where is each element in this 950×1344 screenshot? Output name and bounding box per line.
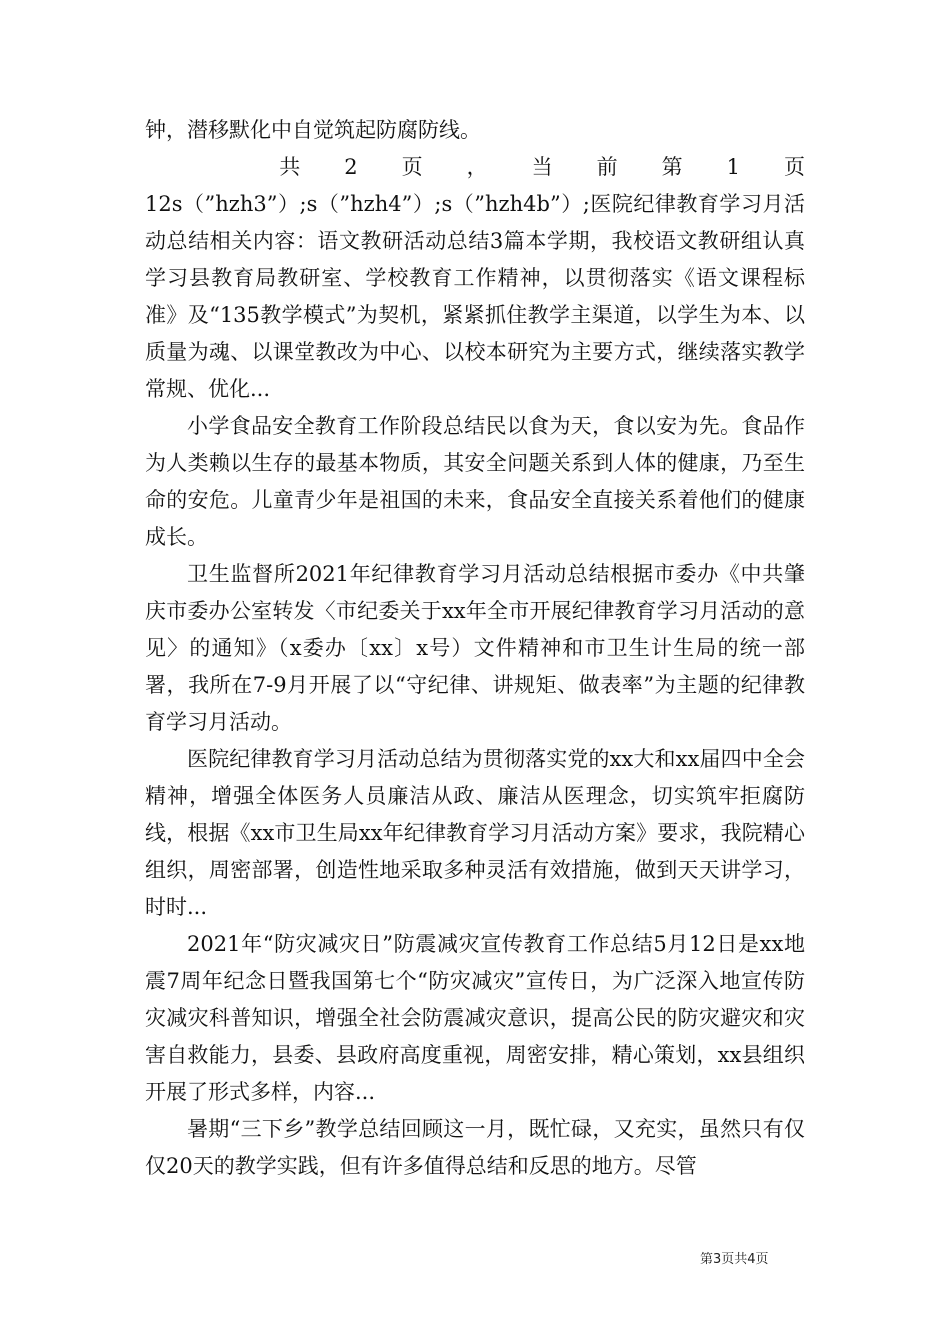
page-info-line bbox=[145, 149, 805, 186]
page-info-current-b: 前 bbox=[596, 155, 618, 179]
paragraph-summer-teaching: 暑期“三下乡”教学总结回顾这一月，既忙碌，又充实，虽然只有仅仅20天的教学实践，但有许多值得总结和反思的地方。尽管 bbox=[145, 1117, 805, 1178]
page-info-current-unit: 页 bbox=[784, 155, 805, 179]
page-info-current-num: 1 bbox=[726, 155, 740, 179]
page-info-page-unit: 页 bbox=[401, 155, 423, 179]
paragraph-disaster-prevention: 2021年“防灾减灾日”防震减灾宣传教育工作总结5月12日是xx地震7周年纪念日暨我国第七个“防灾减灾”宣传日，为广泛深入地宣传防灾减灾科普知识，增强全社会防震减灾意识，提高公民的防灾避灾和灾害自救能力，县委、县政府高度重视，周密安排，精心策划，xx县组织开展了形式多样，内容... bbox=[145, 932, 805, 1104]
page-info-current-c: 第 bbox=[661, 155, 683, 179]
paragraph-health-supervision: 卫生监督所2021年纪律教育学习月活动总结根据市委办《中共肇庆市委办公室转发〈市纪委关于xx年全市开展纪律教育学习月活动的意见〉的通知》（x委办〔xx〕x号）文件精神和市卫生计生局的统一部署，我所在7-9月开展了以“守纪律、讲规矩、做表率”为主题的纪律教育学习月活动。 bbox=[145, 562, 805, 734]
paragraph-hospital-discipline: 医院纪律教育学习月活动总结为贯彻落实党的xx大和xx届四中全会精神，增强全体医务人员廉洁从政、廉洁从医理念，切实筑牢拒腐防线，根据《xx市卫生局xx年纪律教育学习月活动方案》要求，我院精心组织，周密部署，创造性地采取多种灵活有效措施，做到天天讲学习，时时... bbox=[145, 747, 805, 919]
code-paragraph: 12s（”hzh3”）;s（”hzh4”）;s（”hzh4b”）;医院纪律教育学习月活动总结相关内容：语文教研活动总结3篇本学期，我校语文教研组认真学习县教育局教研室、学校教育工作精神，以贯彻落实《语文课程标准》及“135教学模式”为契机，紧紧抓住教学主渠道，以学生为本、以质量为魂、以课堂教改为中心、以校本研究为主要方式，继续落实教学常规、优化... bbox=[145, 192, 805, 401]
page-info-total: 共 bbox=[279, 155, 301, 179]
paragraph-food-safety: 小学食品安全教育工作阶段总结民以食为天，食以安为先。食品作为人类赖以生存的最基本物质，其安全问题关系到人体的健康，乃至生命的安危。儿童青少年是祖国的未来，食品安全直接关系着他们的健康成长。 bbox=[145, 414, 805, 549]
page-info-current-a: 当 bbox=[531, 155, 553, 179]
intro-line: 钟，潜移默化中自觉筑起防腐防线。 bbox=[145, 118, 481, 142]
page-info-total-num: 2 bbox=[344, 155, 358, 179]
page-footer: 第3页共4页 bbox=[700, 1252, 769, 1267]
document-body bbox=[145, 112, 805, 1185]
page-info-comma: ， bbox=[466, 155, 488, 179]
